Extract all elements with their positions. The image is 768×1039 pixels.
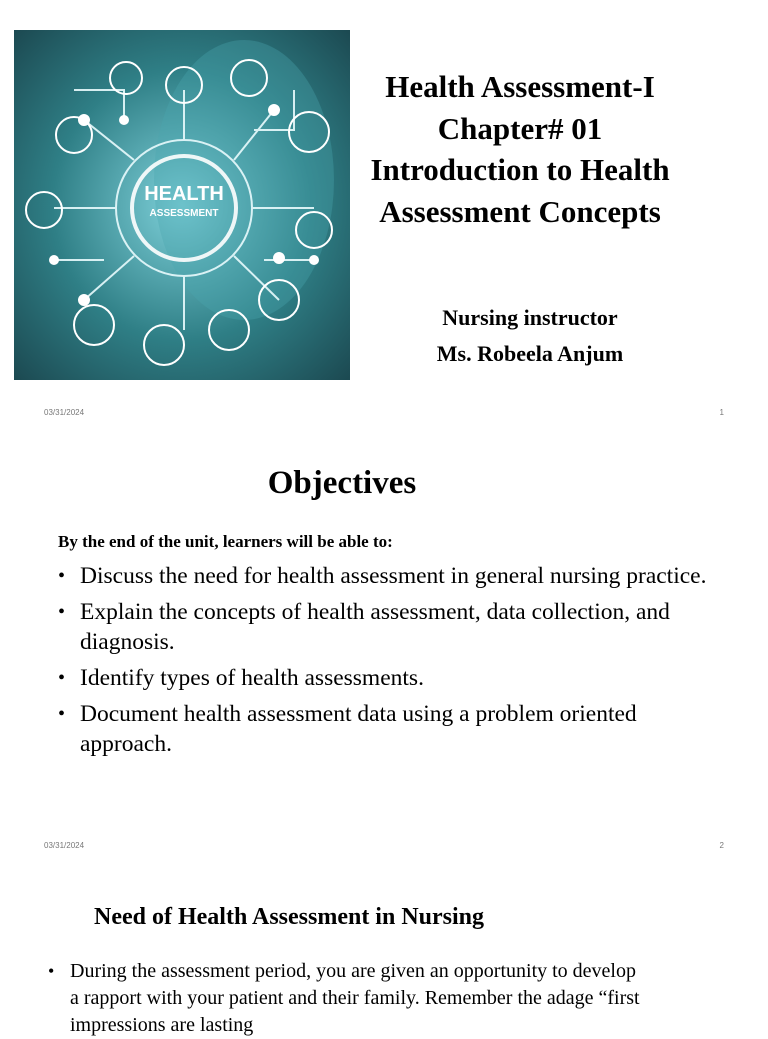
health-assessment-hero-image [14, 30, 350, 380]
list-item: • Identify types of health assessments. [58, 665, 424, 691]
svg-text:ASSESSMENT: ASSESSMENT [149, 208, 219, 219]
bullet-icon: • [58, 667, 66, 689]
slide-title: Need of Health Assessment in Nursing [94, 904, 485, 930]
slide-title [350, 66, 690, 232]
svg-text:HEALTH: HEALTH [144, 183, 224, 205]
instructor-role: Nursing instructor [442, 305, 618, 330]
bullet-icon: • [58, 601, 66, 623]
bullet-icon: • [58, 565, 66, 587]
slide-number: 2 [719, 841, 724, 850]
slide-3 [0, 866, 768, 1036]
health-network-icon [14, 30, 350, 380]
title-line: Assessment Concepts [379, 193, 661, 229]
slide-number: 1 [719, 408, 724, 417]
list-item: • During the assessment period, you are given an opportunity to develop a rapport with your patient and their family. Remember the adage “first impressions are lasting [48, 960, 640, 1036]
slide-2 [0, 433, 768, 866]
objectives-intro: By the end of the unit, learners will be able to: [58, 532, 393, 551]
instructor-block [410, 300, 650, 372]
list-item: • Explain the concepts of health assessment, data collection, and diagnosis. [58, 599, 670, 655]
list-item: • Discuss the need for health assessment in general nursing practice. [58, 563, 707, 589]
bullet-icon: • [58, 703, 66, 725]
title-line: Chapter# 01 [437, 110, 603, 146]
bullet-icon: • [48, 961, 55, 981]
title-line: Health Assessment-I [385, 69, 655, 104]
objectives-list [58, 561, 718, 765]
instructor-name: Ms. Robeela Anjum [436, 341, 624, 366]
slide-1 [0, 0, 768, 433]
slide-title: Objectives [267, 465, 417, 501]
need-list [48, 958, 648, 1039]
slide-date: 03/31/2024 [44, 408, 85, 417]
slide-date: 03/31/2024 [44, 841, 85, 850]
title-line: Introduction to Health [370, 152, 670, 187]
list-item: • Document health assessment data using a problem oriented approach. [58, 701, 637, 757]
